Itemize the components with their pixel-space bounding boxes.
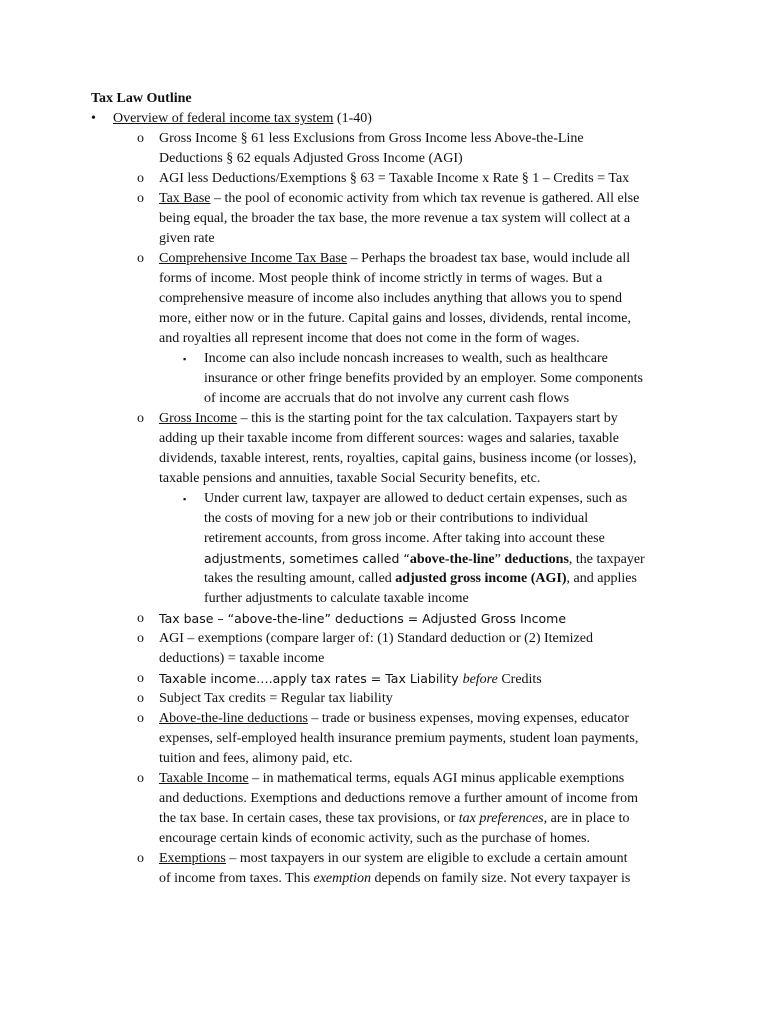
bullet-marker: • — [91, 111, 96, 126]
before-term: before — [462, 672, 498, 687]
taxable-income-text: the tax base. In certain cases, these tax provisions, or — [159, 811, 459, 826]
exemption-term: exemption — [313, 871, 372, 886]
comprehensive-line-2: forms of income. Most people think of income strictly in terms of wages. But a — [159, 271, 603, 286]
current-law-line-5 — [204, 570, 637, 588]
gross-income-line-2: Deductions § 62 equals Adjusted Gross Income (AGI) — [159, 151, 463, 166]
taxable-income-line-2: and deductions. Exemptions and deductions remove a further amount of income from — [159, 791, 638, 806]
tax-base-line-3: given rate — [159, 231, 215, 246]
square-bullet-marker: ▪ — [183, 354, 187, 364]
current-law-text: ” — [494, 552, 505, 567]
gross-income-def-line-2: adding up their taxable income from different sources: wages and salaries, taxable — [159, 431, 620, 446]
sub-bullet-marker: o — [137, 251, 144, 266]
sub-bullet-marker: o — [137, 771, 144, 786]
taxable-income-text: – in mathematical terms, equals AGI minus applicable exemptions — [248, 771, 625, 786]
gross-income-def-line-3: dividends, taxable interest, rents, royalties, capital gains, business income (or losses), — [159, 451, 637, 466]
taxable-income-heading: Taxable Income — [159, 771, 249, 786]
gross-income-line-1: Gross Income § 61 less Exclusions from Gross Income less Above-the-Line — [159, 131, 584, 146]
current-law-text: , and applies — [566, 571, 637, 586]
exemptions-line-1 — [159, 850, 628, 868]
taxable-income-text: , are in place to — [543, 811, 630, 826]
exemptions-heading: Exemptions — [159, 851, 226, 866]
gross-income-def-line-4: taxable pensions and annuities, taxable Social Security benefits, etc. — [159, 471, 541, 486]
above-line-deductions-line-3: tuition and fees, alimony paid, etc. — [159, 751, 353, 766]
tax-base-line-2: being equal, the broader the tax base, the more revenue a tax system will collect at a — [159, 211, 631, 226]
agi-term: adjusted gross income (AGI) — [395, 571, 567, 586]
taxable-income-apply-line — [159, 670, 542, 689]
current-law-line-3: retirement accounts, from gross income. After taking into account these — [204, 531, 605, 546]
taxable-income-line-3 — [159, 810, 630, 828]
current-law-text: takes the resulting amount, called — [204, 571, 396, 586]
comprehensive-line-4: more, either now or in the future. Capital gains and losses, dividends, rental income, — [159, 311, 631, 326]
above-line-deductions-line-2: expenses, self-employed health insurance premium payments, student loan payments, — [159, 731, 639, 746]
gross-income-text: – this is the starting point for the tax calculation. Taxpayers start by — [237, 411, 618, 426]
gross-income-heading: Gross Income — [159, 411, 238, 426]
gross-income-def-line-1 — [159, 410, 618, 428]
sub-bullet-marker: o — [137, 411, 144, 426]
noncash-line-3: of income are accruals that do not involve any current cash flows — [204, 391, 570, 406]
current-law-text: adjustments, sometimes called “ — [204, 551, 410, 566]
sub-bullet-marker: o — [137, 631, 144, 646]
exemptions-line-2 — [159, 870, 630, 888]
comprehensive-text: – Perhaps the broadest tax base, would include all — [347, 251, 631, 266]
tax-base-equation: Tax base – “above-the-line” deductions = Adjusted Gross Income — [159, 611, 567, 626]
comprehensive-line-1 — [159, 250, 630, 268]
sub-bullet-marker: o — [137, 131, 144, 146]
overview-heading: Overview of federal income tax system — [113, 111, 334, 126]
current-law-text: , the taxpayer — [568, 552, 645, 567]
current-law-line-1: Under current law, taxpayer are allowed to deduct certain expenses, such as — [204, 491, 628, 506]
comprehensive-line-5: and royalties all represent income that does not come in the form of wages. — [159, 331, 580, 346]
noncash-line-2: insurance or other fringe benefits provided by an employer. Some components — [204, 371, 643, 386]
outline-item-overview — [113, 110, 372, 128]
above-the-line-term: above-the-line — [409, 552, 495, 567]
credits-text: Credits — [497, 672, 542, 687]
tax-base-line-1 — [159, 190, 639, 208]
agi-exemptions-line-1: AGI – exemptions (compare larger of: (1) Standard deduction or (2) Itemized — [159, 631, 593, 646]
exemptions-text: of income from taxes. This — [159, 871, 314, 886]
comprehensive-line-3: comprehensive measure of income also includes anything that allows you to spend — [159, 291, 623, 306]
tax-base-text: – the pool of economic activity from which tax revenue is gathered. All else — [210, 191, 640, 206]
overview-pages: (1-40) — [333, 111, 372, 126]
exemptions-text: depends on family size. Not every taxpayer is — [371, 871, 631, 886]
deductions-term: deductions — [504, 552, 569, 567]
sub-bullet-marker: o — [137, 851, 144, 866]
sub-bullet-marker: o — [137, 711, 144, 726]
agi-formula-line: AGI less Deductions/Exemptions § 63 = Taxable Income x Rate § 1 – Credits = Tax — [159, 171, 630, 186]
square-bullet-marker: ▪ — [183, 494, 187, 504]
agi-exemptions-line-2: deductions) = taxable income — [159, 651, 325, 666]
subject-credits-line: Subject Tax credits = Regular tax liability — [159, 691, 393, 706]
current-law-line-6: further adjustments to calculate taxable income — [204, 591, 469, 606]
taxable-income-line-4: encourage certain kinds of economic activity, such as the purchase of homes. — [159, 831, 590, 846]
exemptions-text: – most taxpayers in our system are eligible to exclude a certain amount — [225, 851, 628, 866]
above-line-heading: Above-the-line deductions — [159, 711, 308, 726]
comprehensive-heading: Comprehensive Income Tax Base — [159, 251, 348, 266]
taxable-income-line-1 — [159, 770, 624, 788]
sub-bullet-marker: o — [137, 611, 144, 626]
current-law-line-2: the costs of moving for a new job or their contributions to individual — [204, 511, 589, 526]
tax-base-heading: Tax Base — [159, 191, 211, 206]
sub-bullet-marker: o — [137, 191, 144, 206]
above-line-deductions-line-1 — [159, 710, 629, 728]
sub-bullet-marker: o — [137, 171, 144, 186]
tax-preferences-term: tax preferences — [458, 811, 544, 826]
sub-bullet-marker: o — [137, 691, 144, 706]
sub-bullet-marker: o — [137, 671, 144, 686]
noncash-line-1: Income can also include noncash increases to wealth, such as healthcare — [204, 351, 608, 366]
current-law-line-4 — [204, 550, 645, 569]
page-title: Tax Law Outline — [91, 91, 192, 106]
above-line-text: – trade or business expenses, moving expenses, educator — [307, 711, 630, 726]
apply-rates-text: Taxable income….apply tax rates = Tax Liability — [159, 671, 463, 686]
